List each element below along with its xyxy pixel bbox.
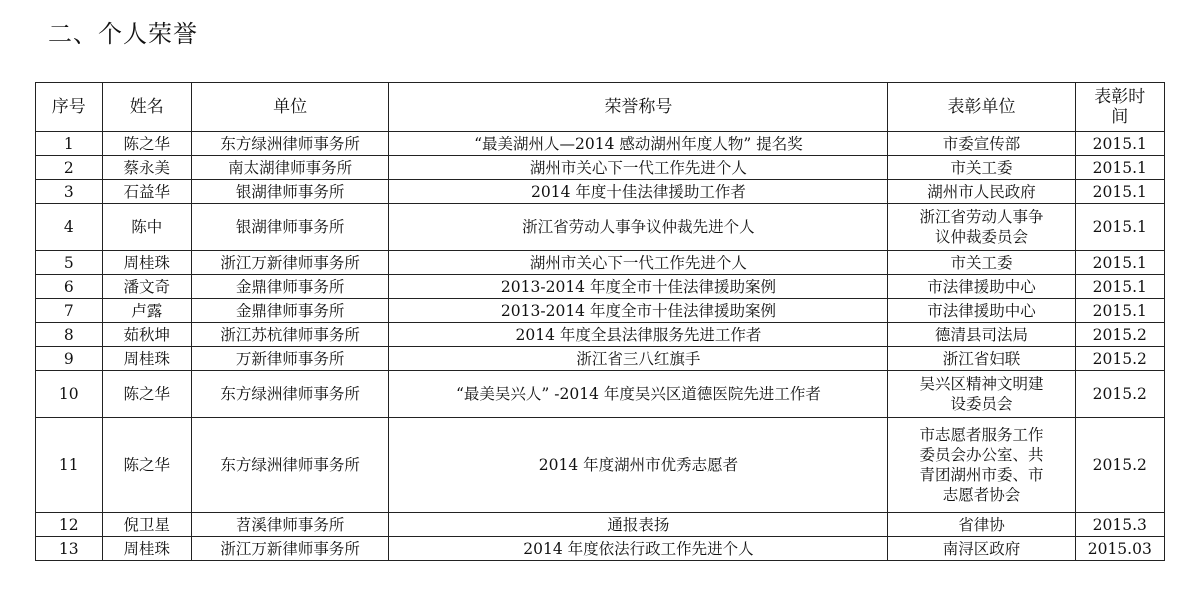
cell-awarder: 湖州市人民政府 bbox=[888, 180, 1075, 204]
cell-name: 石益华 bbox=[102, 180, 191, 204]
cell-date: 2015.1 bbox=[1075, 251, 1164, 275]
cell-date: 2015.1 bbox=[1075, 180, 1164, 204]
cell-index: 12 bbox=[36, 513, 103, 537]
table-row bbox=[36, 418, 1165, 513]
cell-index: 9 bbox=[36, 347, 103, 371]
cell-index: 5 bbox=[36, 251, 103, 275]
table-header-row bbox=[36, 83, 1165, 132]
table-row bbox=[36, 275, 1165, 299]
cell-honor: “最美湖州人—2014 感动湖州年度人物” 提名奖 bbox=[389, 132, 888, 156]
cell-date: 2015.1 bbox=[1075, 299, 1164, 323]
header-date: 表彰时 间 bbox=[1075, 83, 1164, 132]
cell-date: 2015.3 bbox=[1075, 513, 1164, 537]
cell-date: 2015.2 bbox=[1075, 347, 1164, 371]
cell-name: 周桂珠 bbox=[102, 347, 191, 371]
cell-awarder: 省律协 bbox=[888, 513, 1075, 537]
cell-honor: “最美吴兴人” -2014 年度吴兴区道德医院先进工作者 bbox=[389, 371, 888, 418]
table-row bbox=[36, 132, 1165, 156]
cell-index: 13 bbox=[36, 537, 103, 561]
cell-awarder: 吴兴区精神文明建 设委员会 bbox=[888, 371, 1075, 418]
table-row bbox=[36, 180, 1165, 204]
cell-unit: 浙江万新律师事务所 bbox=[191, 537, 389, 561]
cell-date: 2015.03 bbox=[1075, 537, 1164, 561]
cell-awarder: 市关工委 bbox=[888, 156, 1075, 180]
cell-awarder: 市关工委 bbox=[888, 251, 1075, 275]
header-index: 序号 bbox=[36, 83, 103, 132]
cell-date: 2015.1 bbox=[1075, 132, 1164, 156]
table-row bbox=[36, 156, 1165, 180]
cell-index: 10 bbox=[36, 371, 103, 418]
cell-name: 蔡永美 bbox=[102, 156, 191, 180]
cell-honor: 通报表扬 bbox=[389, 513, 888, 537]
cell-unit: 东方绿洲律师事务所 bbox=[191, 132, 389, 156]
cell-name: 茹秋坤 bbox=[102, 323, 191, 347]
cell-name: 周桂珠 bbox=[102, 537, 191, 561]
honors-table bbox=[35, 82, 1165, 561]
cell-awarder: 市法律援助中心 bbox=[888, 275, 1075, 299]
cell-honor: 浙江省三八红旗手 bbox=[389, 347, 888, 371]
cell-index: 2 bbox=[36, 156, 103, 180]
cell-index: 7 bbox=[36, 299, 103, 323]
cell-date: 2015.1 bbox=[1075, 275, 1164, 299]
cell-unit: 苕溪律师事务所 bbox=[191, 513, 389, 537]
cell-honor: 2013-2014 年度全市十佳法律援助案例 bbox=[389, 299, 888, 323]
cell-name: 陈中 bbox=[102, 204, 191, 251]
table-row bbox=[36, 251, 1165, 275]
cell-index: 11 bbox=[36, 418, 103, 513]
cell-unit: 金鼎律师事务所 bbox=[191, 299, 389, 323]
cell-name: 卢露 bbox=[102, 299, 191, 323]
cell-name: 陈之华 bbox=[102, 132, 191, 156]
cell-index: 4 bbox=[36, 204, 103, 251]
cell-name: 陈之华 bbox=[102, 418, 191, 513]
header-name: 姓名 bbox=[102, 83, 191, 132]
cell-awarder: 南浔区政府 bbox=[888, 537, 1075, 561]
cell-name: 倪卫星 bbox=[102, 513, 191, 537]
cell-awarder: 德清县司法局 bbox=[888, 323, 1075, 347]
cell-unit: 银湖律师事务所 bbox=[191, 180, 389, 204]
table-row bbox=[36, 347, 1165, 371]
cell-date: 2015.1 bbox=[1075, 204, 1164, 251]
table-row bbox=[36, 204, 1165, 251]
cell-date: 2015.1 bbox=[1075, 156, 1164, 180]
cell-awarder: 市法律援助中心 bbox=[888, 299, 1075, 323]
header-honor: 荣誉称号 bbox=[389, 83, 888, 132]
cell-awarder: 浙江省妇联 bbox=[888, 347, 1075, 371]
table-row bbox=[36, 537, 1165, 561]
cell-index: 1 bbox=[36, 132, 103, 156]
cell-name: 陈之华 bbox=[102, 371, 191, 418]
cell-honor: 2014 年度全县法律服务先进工作者 bbox=[389, 323, 888, 347]
header-unit: 单位 bbox=[191, 83, 389, 132]
cell-date: 2015.2 bbox=[1075, 371, 1164, 418]
cell-unit: 南太湖律师事务所 bbox=[191, 156, 389, 180]
cell-index: 3 bbox=[36, 180, 103, 204]
cell-unit: 浙江万新律师事务所 bbox=[191, 251, 389, 275]
cell-honor: 2013-2014 年度全市十佳法律援助案例 bbox=[389, 275, 888, 299]
cell-index: 8 bbox=[36, 323, 103, 347]
cell-date: 2015.2 bbox=[1075, 418, 1164, 513]
cell-awarder: 市志愿者服务工作 委员会办公室、共 青团湖州市委、市 志愿者协会 bbox=[888, 418, 1075, 513]
table-row bbox=[36, 513, 1165, 537]
cell-date: 2015.2 bbox=[1075, 323, 1164, 347]
header-awarder: 表彰单位 bbox=[888, 83, 1075, 132]
cell-awarder: 浙江省劳动人事争 议仲裁委员会 bbox=[888, 204, 1075, 251]
cell-name: 周桂珠 bbox=[102, 251, 191, 275]
cell-awarder: 市委宣传部 bbox=[888, 132, 1075, 156]
cell-honor: 湖州市关心下一代工作先进个人 bbox=[389, 251, 888, 275]
cell-index: 6 bbox=[36, 275, 103, 299]
cell-unit: 东方绿洲律师事务所 bbox=[191, 371, 389, 418]
cell-name: 潘文奇 bbox=[102, 275, 191, 299]
cell-honor: 2014 年度湖州市优秀志愿者 bbox=[389, 418, 888, 513]
cell-honor: 浙江省劳动人事争议仲裁先进个人 bbox=[389, 204, 888, 251]
page-heading: 二、个人荣誉 bbox=[48, 20, 198, 48]
cell-unit: 万新律师事务所 bbox=[191, 347, 389, 371]
cell-honor: 2014 年度依法行政工作先进个人 bbox=[389, 537, 888, 561]
cell-unit: 东方绿洲律师事务所 bbox=[191, 418, 389, 513]
cell-unit: 金鼎律师事务所 bbox=[191, 275, 389, 299]
cell-honor: 湖州市关心下一代工作先进个人 bbox=[389, 156, 888, 180]
cell-honor: 2014 年度十佳法律援助工作者 bbox=[389, 180, 888, 204]
cell-unit: 银湖律师事务所 bbox=[191, 204, 389, 251]
table-row bbox=[36, 371, 1165, 418]
table-row bbox=[36, 299, 1165, 323]
table-row bbox=[36, 323, 1165, 347]
cell-unit: 浙江苏杭律师事务所 bbox=[191, 323, 389, 347]
